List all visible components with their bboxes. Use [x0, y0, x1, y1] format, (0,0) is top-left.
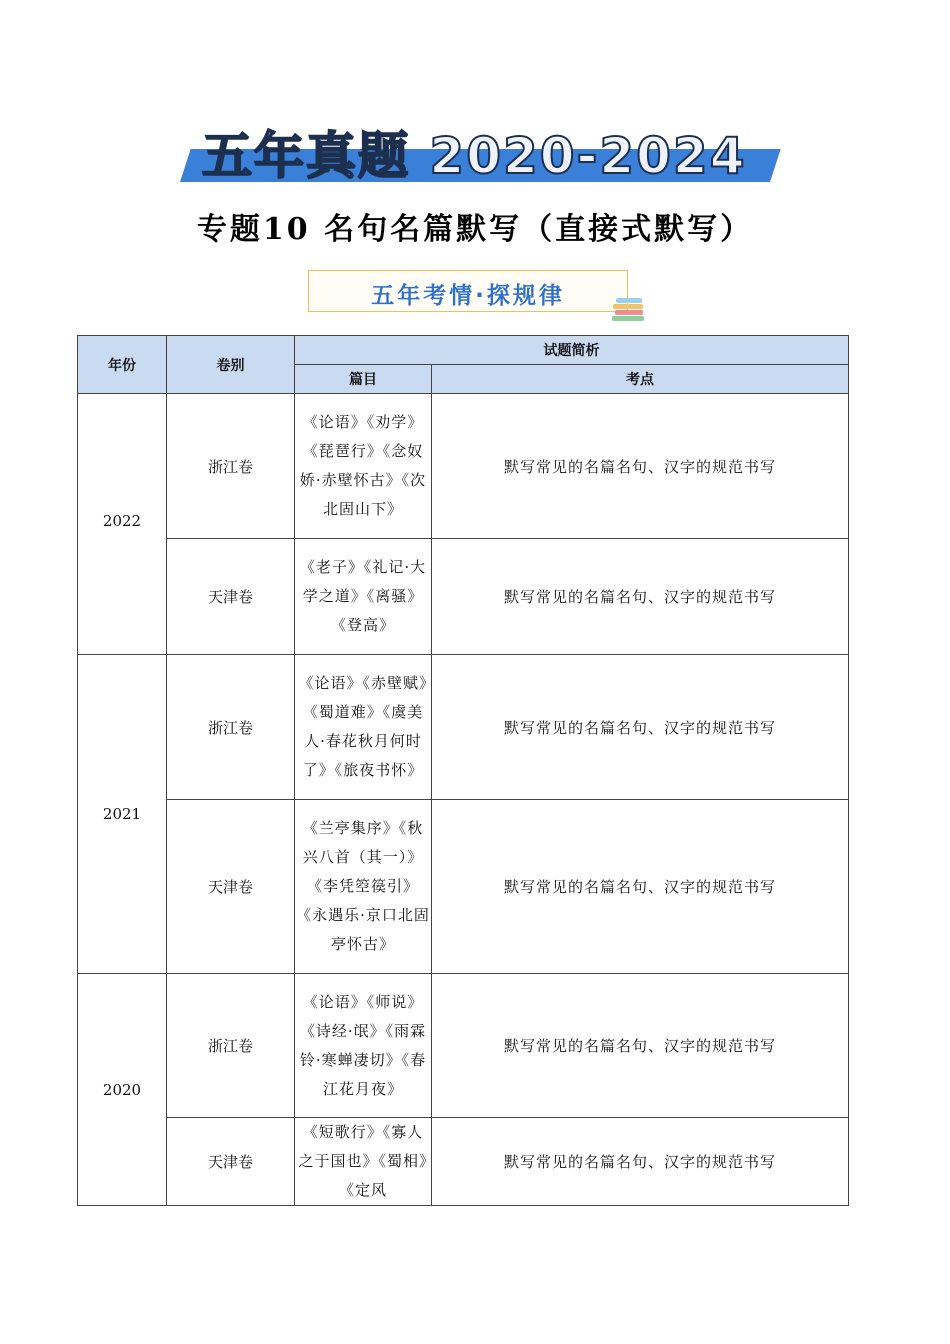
chapter-cell: 《老子》《礼记·大学之道》《离骚》《登高》: [295, 539, 432, 655]
paper-cell: 浙江卷: [167, 974, 295, 1118]
paper-cell: 天津卷: [167, 800, 295, 974]
table-row: [78, 800, 849, 974]
point-cell: 默写常见的名篇名句、汉字的规范书写: [432, 800, 849, 974]
year-cell: 2021: [78, 655, 167, 974]
table-row: [78, 974, 849, 1118]
table-row: [78, 539, 849, 655]
header-analysis: 试题简析: [295, 336, 849, 365]
point-cell: 默写常见的名篇名句、汉字的规范书写: [432, 539, 849, 655]
document-title: 专题10 名句名篇默写（直接式默写）: [196, 212, 754, 247]
point-cell: 默写常见的名篇名句、汉字的规范书写: [432, 974, 849, 1118]
header-point: 考点: [432, 365, 849, 394]
chapter-cell: 《论语》《师说》《诗经·氓》《雨霖铃·寒蝉凄切》《春江花月夜》: [295, 974, 432, 1118]
paper-cell: 浙江卷: [167, 394, 295, 539]
paper-cell: 浙江卷: [167, 655, 295, 800]
paper-cell: 天津卷: [167, 539, 295, 655]
chapter-cell: 《兰亭集序》《秋兴八首（其一）》《李凭箜篌引》《永遇乐·京口北固亭怀古》: [295, 800, 432, 974]
header-year: 年份: [78, 336, 167, 394]
section-label: 五年考情·探规律: [371, 283, 565, 309]
year-cell: 2020: [78, 974, 167, 1206]
banner-title: 五年真题 2020-2024: [202, 127, 747, 185]
chapter-cell: 《短歌行》《寡人之于国也》《蜀相》《定风: [295, 1118, 432, 1206]
point-cell: 默写常见的名篇名句、汉字的规范书写: [432, 394, 849, 539]
table-header-row: [78, 336, 849, 365]
header-chapter: 篇目: [295, 365, 432, 394]
books-icon: [612, 296, 646, 320]
exam-table: [77, 335, 849, 1206]
chapter-cell: 《论语》《赤壁赋》《蜀道难》《虞美人·春花秋月何时了》《旅夜书怀》: [295, 655, 432, 800]
chapter-cell: 《论语》《劝学》《琵琶行》《念奴娇·赤壁怀古》《次北固山下》: [295, 394, 432, 539]
point-cell: 默写常见的名篇名句、汉字的规范书写: [432, 655, 849, 800]
paper-cell: 天津卷: [167, 1118, 295, 1206]
table-row: [78, 394, 849, 539]
banner: [180, 112, 770, 184]
table-row: [78, 1118, 849, 1206]
section-header-box: [308, 270, 628, 312]
table-row: [78, 655, 849, 800]
header-paper: 卷别: [167, 336, 295, 394]
point-cell: 默写常见的名篇名句、汉字的规范书写: [432, 1118, 849, 1206]
year-cell: 2022: [78, 394, 167, 655]
